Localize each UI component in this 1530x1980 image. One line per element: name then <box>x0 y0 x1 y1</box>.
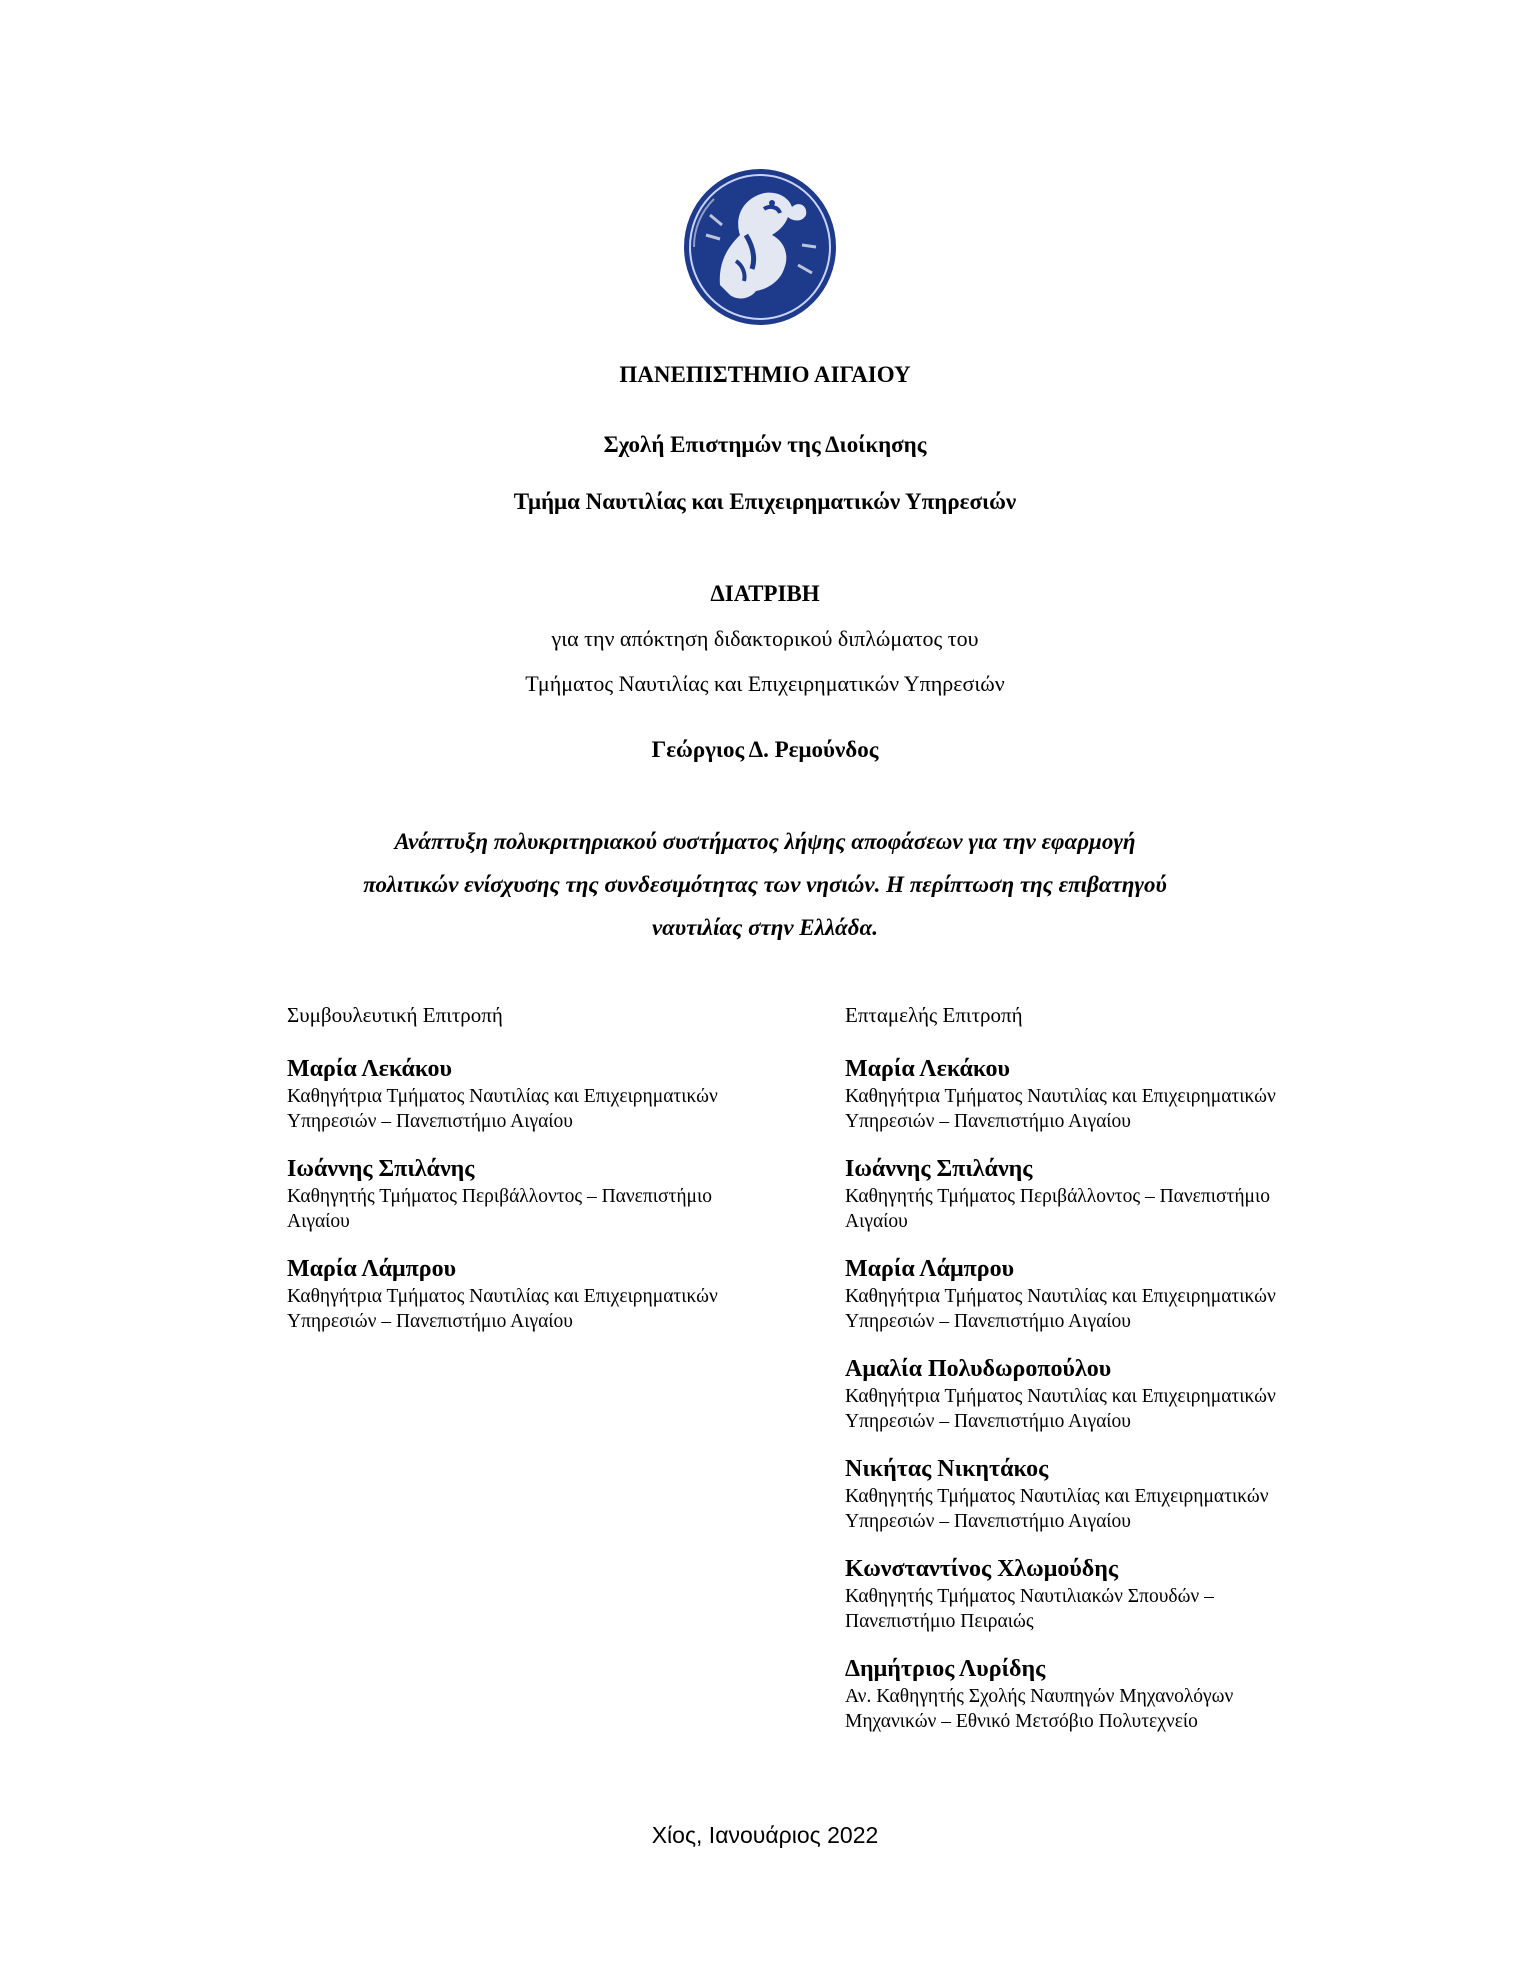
member-name: Ιωάννης Σπιλάνης <box>287 1156 475 1182</box>
department-name: Τμήμα Ναυτιλίας και Επιχειρηματικών Υπηρεσιών <box>513 489 1017 514</box>
committee-member <box>845 1154 1405 1234</box>
member-affiliation: Καθηγήτρια Τμήματος Ναυτιλίας και Επιχειρηματικών <box>845 1386 1276 1407</box>
member-name: Μαρία Λεκάκου <box>287 1056 452 1082</box>
committee-member <box>845 1654 1405 1734</box>
member-name: Μαρία Λάμπρου <box>287 1256 457 1282</box>
thesis-title-line-2: πολιτικών ενίσχυσης της συνδεσιμότητας των νησιών. Η περίπτωση της επιβατηγού <box>363 872 1167 897</box>
member-affiliation: Πανεπιστήμιο Πειραιώς <box>845 1611 1034 1632</box>
place-and-date: Χίος, Ιανουάριος 2022 <box>651 1822 879 1848</box>
member-affiliation: Καθηγήτρια Τμήματος Ναυτιλίας και Επιχειρηματικών <box>287 1086 718 1107</box>
committee-member <box>845 1554 1405 1634</box>
member-affiliation: Καθηγήτρια Τμήματος Ναυτιλίας και Επιχειρηματικών <box>845 1086 1276 1107</box>
author-name: Γεώργιος Δ. Ρεμούνδος <box>651 737 879 762</box>
member-affiliation: Καθηγήτρια Τμήματος Ναυτιλίας και Επιχειρηματικών <box>845 1286 1276 1307</box>
committee-member <box>287 1054 847 1134</box>
advisory-committee <box>287 1003 847 1354</box>
member-affiliation: Υπηρεσιών – Πανεπιστήμιο Αιγαίου <box>845 1411 1131 1432</box>
university-seal-icon <box>680 165 842 327</box>
member-affiliation: Αιγαίου <box>845 1211 908 1232</box>
member-affiliation: Καθηγητής Τμήματος Περιβάλλοντος – Πανεπιστήμιο <box>845 1186 1270 1207</box>
member-name: Μαρία Λεκάκου <box>845 1056 1010 1082</box>
committee-member <box>845 1354 1405 1434</box>
examining-committee-heading: Επταμελής Επιτροπή <box>845 1003 1023 1027</box>
thesis-purpose-line-2: Τμήματος Ναυτιλίας και Επιχειρηματικών Υπηρεσιών <box>525 671 1005 696</box>
member-affiliation: Υπηρεσιών – Πανεπιστήμιο Αιγαίου <box>845 1311 1131 1332</box>
committee-member <box>287 1154 847 1234</box>
thesis-title-line-3: ναυτιλίας στην Ελλάδα. <box>651 915 879 940</box>
member-name: Μαρία Λάμπρου <box>845 1256 1015 1282</box>
member-affiliation: Υπηρεσιών – Πανεπιστήμιο Αιγαίου <box>845 1111 1131 1132</box>
thesis-purpose-line-1: για την απόκτηση διδακτορικού διπλώματος του <box>551 626 979 651</box>
member-affiliation: Καθηγητής Τμήματος Περιβάλλοντος – Πανεπιστήμιο <box>287 1186 712 1207</box>
university-name: ΠΑΝΕΠΙΣΤΗΜΙΟ ΑΙΓΑΙΟΥ <box>619 362 911 387</box>
member-name: Νικήτας Νικητάκος <box>845 1456 1049 1482</box>
member-name: Κωνσταντίνος Χλωμούδης <box>845 1556 1118 1582</box>
member-name: Δημήτριος Λυρίδης <box>845 1656 1046 1682</box>
member-affiliation: Υπηρεσιών – Πανεπιστήμιο Αιγαίου <box>845 1511 1131 1532</box>
committee-member <box>845 1454 1405 1534</box>
committee-member <box>845 1254 1405 1334</box>
school-name: Σχολή Επιστημών της Διοίκησης <box>603 432 927 457</box>
member-name: Ιωάννης Σπιλάνης <box>845 1156 1033 1182</box>
member-affiliation: Καθηγητής Τμήματος Ναυτιλιακών Σπουδών – <box>845 1586 1214 1607</box>
member-affiliation: Αιγαίου <box>287 1211 350 1232</box>
member-affiliation: Υπηρεσιών – Πανεπιστήμιο Αιγαίου <box>287 1311 573 1332</box>
examining-committee <box>845 1003 1405 1754</box>
committee-member <box>287 1254 847 1334</box>
thesis-title-line-1: Ανάπτυξη πολυκριτηριακού συστήματος λήψης αποφάσεων για την εφαρμογή <box>394 829 1136 854</box>
member-name: Αμαλία Πολυδωροπούλου <box>845 1356 1112 1382</box>
advisory-committee-heading: Συμβουλευτική Επιτροπή <box>287 1003 503 1027</box>
committee-member <box>845 1054 1405 1134</box>
member-affiliation: Μηχανικών – Εθνικό Μετσόβιο Πολυτεχνείο <box>845 1711 1198 1732</box>
member-affiliation: Υπηρεσιών – Πανεπιστήμιο Αιγαίου <box>287 1111 573 1132</box>
member-affiliation: Αν. Καθηγητής Σχολής Ναυπηγών Μηχανολόγων <box>845 1686 1234 1707</box>
thesis-title <box>0 820 1530 949</box>
member-affiliation: Καθηγήτρια Τμήματος Ναυτιλίας και Επιχειρηματικών <box>287 1286 718 1307</box>
member-affiliation: Καθηγητής Τμήματος Ναυτιλίας και Επιχειρηματικών <box>845 1486 1269 1507</box>
thesis-type: ΔΙΑΤΡΙΒΗ <box>710 581 820 606</box>
